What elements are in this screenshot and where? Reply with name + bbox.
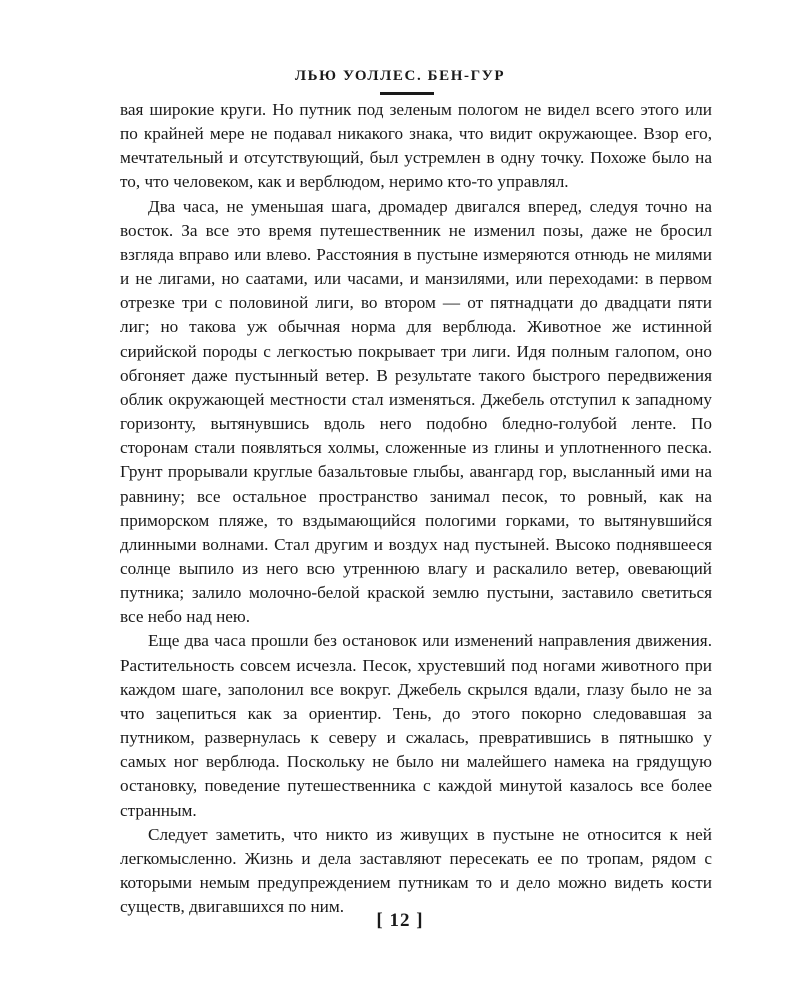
paragraph-3: Еще два часа прошли без остановок или изменений направления движения. Растительность совсем исчезла. Песок, хрустевший под ногами животного при каждом шаге, заполонил все вокруг. Джебель скрылся вдали, глазу было не за что зацепиться как за ориентир. Тень, до этого покорно следовавшая за путником, развернулась к северу и сжалась, превратившись в пятнышко у самых ног верблюда. Поскольку не было ни малейшего намека на грядущую остановку, поведение путешественника с каждой минутой казалось все более странным. (120, 631, 712, 820)
body-text (120, 98, 712, 919)
paragraph-2: Два часа, не уменьшая шага, дромадер двигался вперед, следуя точно на восток. За все это время путешественник не изменил позы, даже не бросил взгляда вправо или влево. Расстояния в пустыне измеряются отнюдь не милями и не лигами, но саатами, или часами, и манзилями, или переходами: в первом отрезке три с половиной лиги, во втором — от пятнадцати до двадцати пяти лиг; но такова уж обычная норма для верблюда. Животное же истинной сирийской породы с легкостью покрывает три лиги. Идя полным галопом, оно обгоняет даже пустынный ветер. В результате такого быстрого передвижения облик окружающей местности стал изменяться. Джебель отступил к западному горизонту, вытянувшись вдоль него подобно бледно-голубой ленте. По сторонам стали появляться холмы, сложенные из глины и уплотненного песка. Грунт прорывали круглые базальтовые глыбы, авангард гор, высланный ими на равнину; все остальное пространство занимал песок, то ровный, как на приморском пляже, то вздымающийся пологими горками, то вытянувшийся длинными волнами. Стал другим и воздух над пустыней. Высоко поднявшееся солнце выпило из него всю утреннюю влагу и раскалило ветер, овевающий путника; залило молочно-белой краской землю пустыни, заставило светиться все небо над нею. (120, 196, 712, 627)
running-title: ЛЬЮ УОЛЛЕС. БЕН-ГУР (294, 68, 506, 84)
header-rule (380, 92, 434, 95)
page-number: [ 12 ] (376, 910, 424, 931)
paragraph-1: вая широкие круги. Но путник под зеленым пологом не видел всего этого или по крайней мере не подавал никакого знака, что видит окружающее. Взор его, мечтательный и отсутствующий, был устремлен в одну точку. Похоже было на то, что человеком, как и верблюдом, неримо кто-то управлял. (120, 100, 712, 192)
paragraph-4: Следует заметить, что никто из живущих в пустыне не относится к ней легкомысленно. Жизнь и дела заставляют пересекать ее по тропам, рядом с которыми немым предупреждением путникам то и дело можно видеть кости существ, двигавшихся по ним. (120, 824, 712, 917)
